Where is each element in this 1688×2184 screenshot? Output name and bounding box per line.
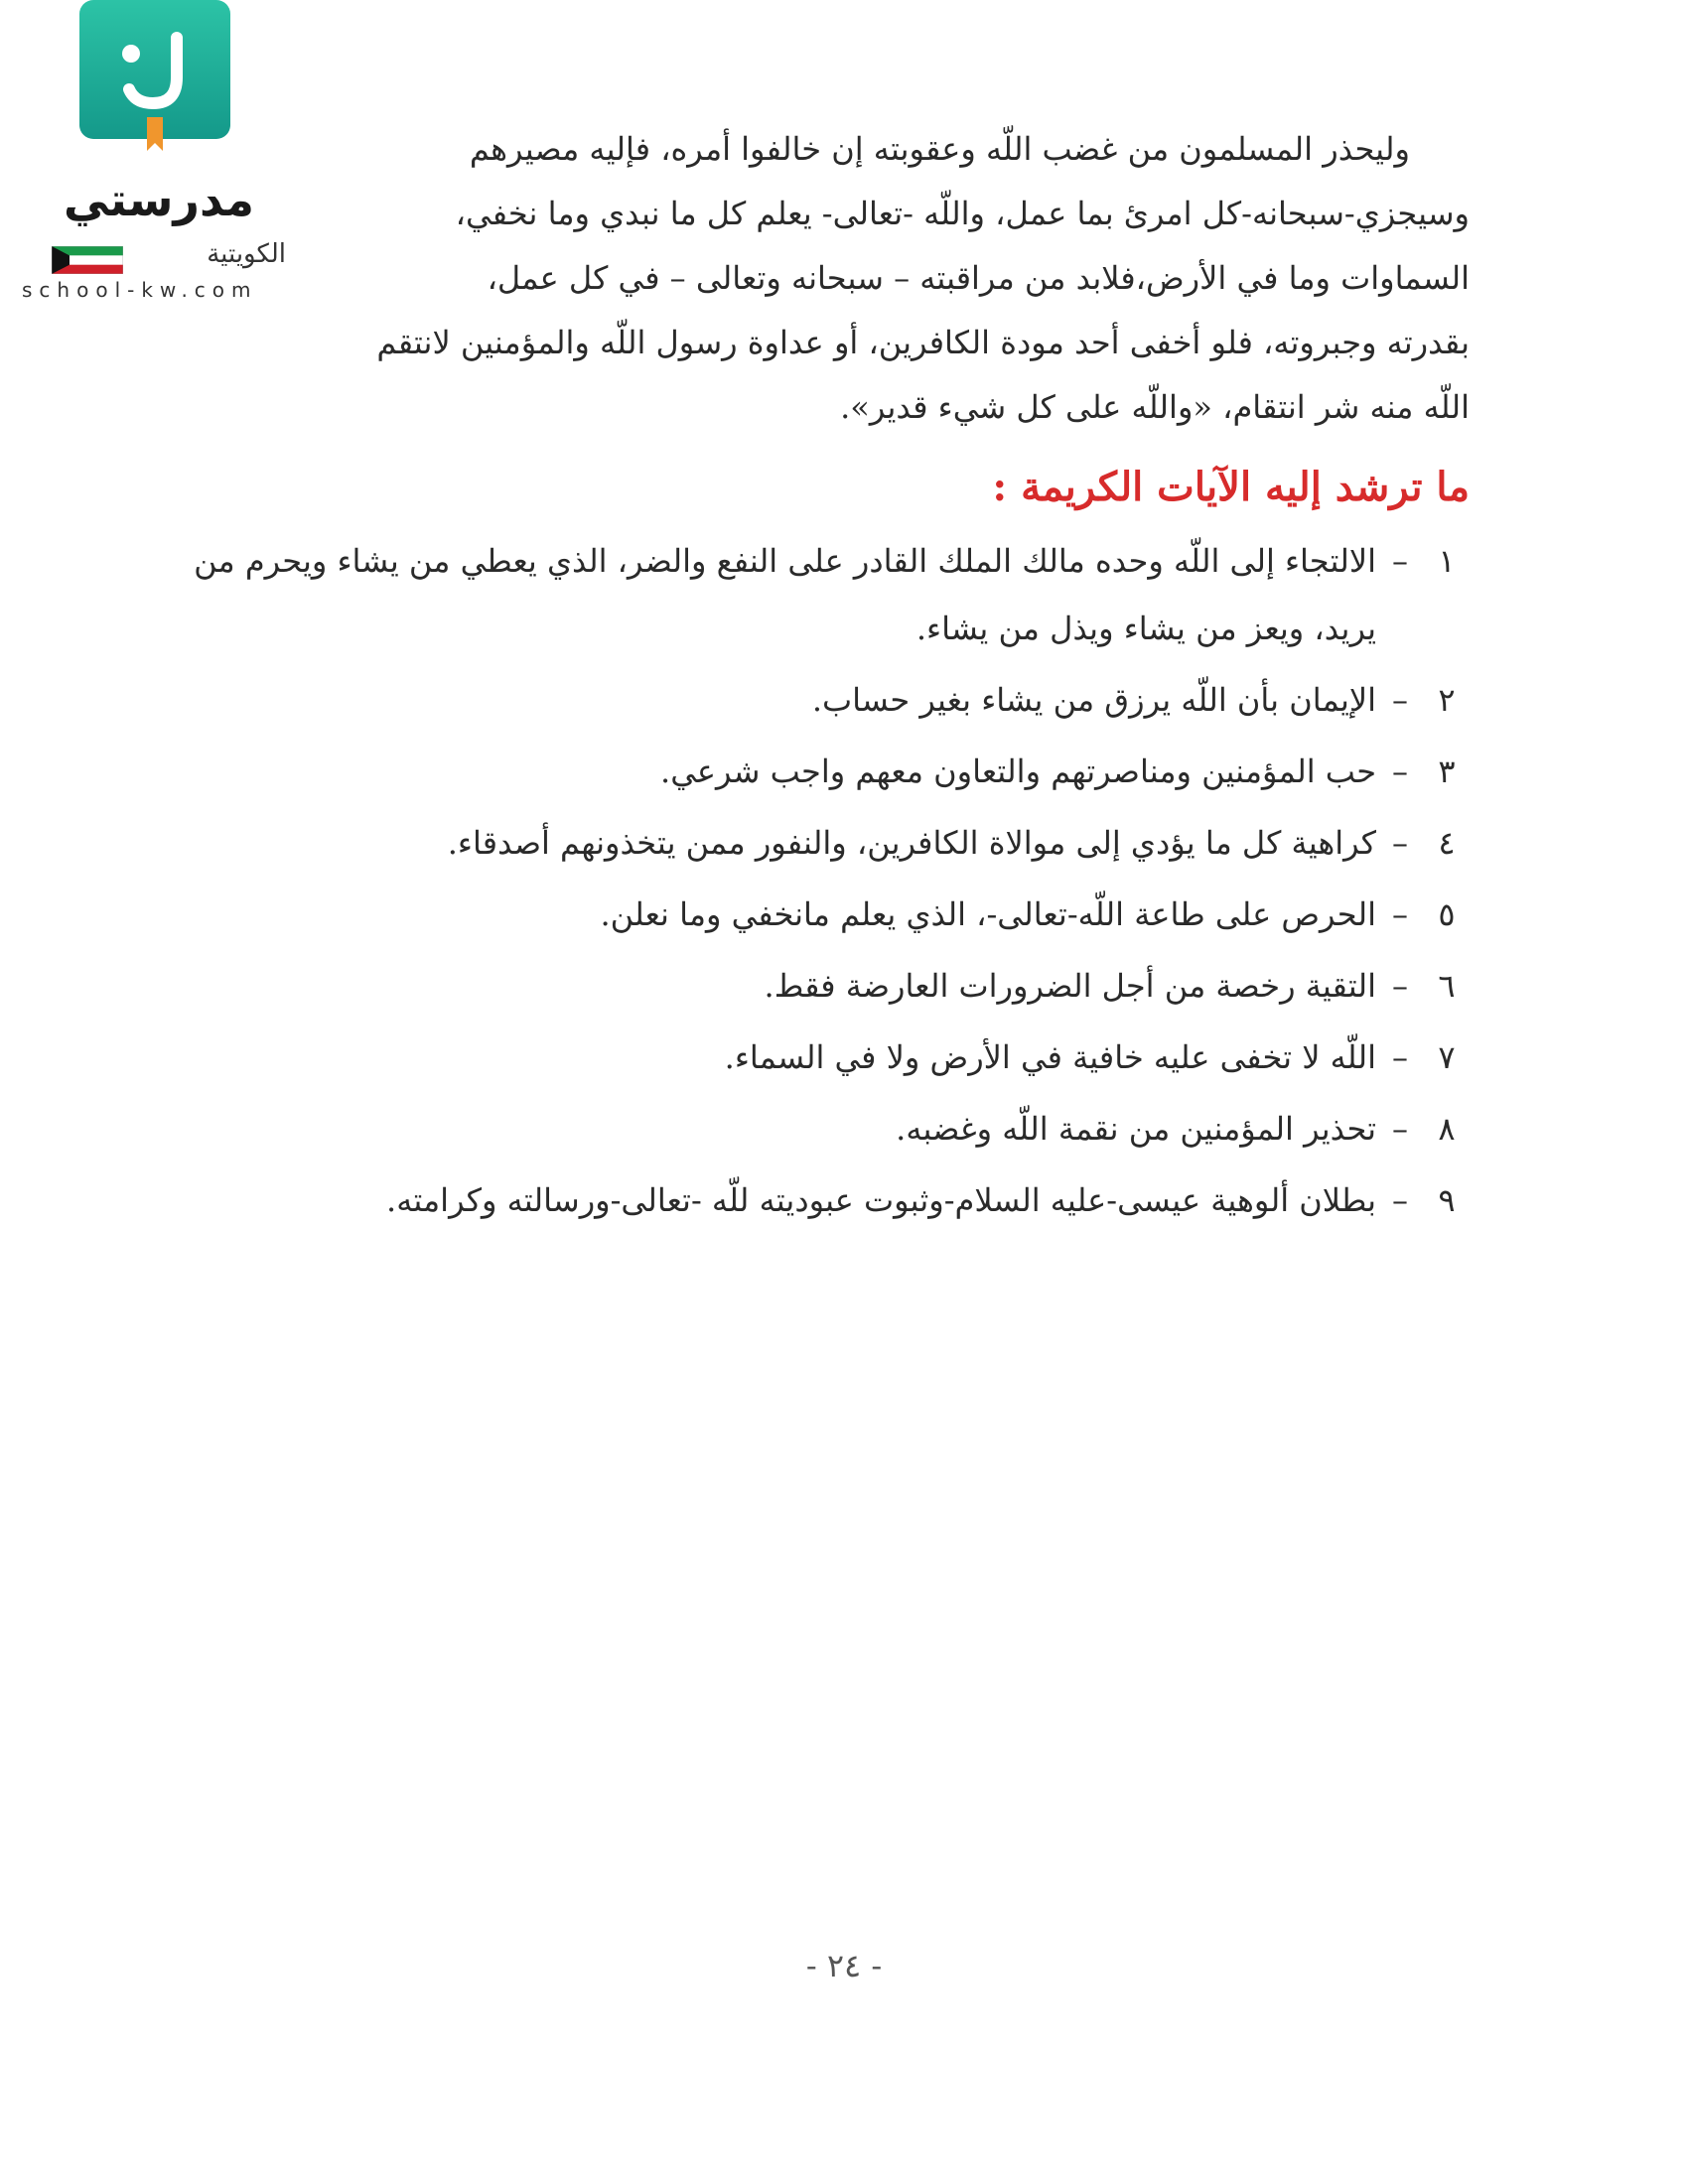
item-number: ٨ [1438,1110,1456,1148]
item-dash: – [1392,824,1408,862]
item-dash: – [1392,1181,1408,1219]
intro-line: وسيجزي-سبحانه-كل امرئ بما عمل، واللّه -تعالى- يعلم كل ما نبدي وما نخفي، [455,195,1470,232]
intro-paragraph [189,117,1470,440]
item-text: الإيمان بأن اللّه يرزق من يشاء بغير حساب. [811,681,1376,719]
item-text: حب المؤمنين ومناصرتهم والتعاون معهم واجب شرعي. [660,752,1376,790]
item-text: بطلان ألوهية عيسى-عليه السلام-وثبوت عبوديته للّه -تعالى-ورسالته وكرامته. [386,1181,1376,1219]
list-item [189,1166,1470,1234]
item-dash: – [1392,967,1408,1005]
list-item [189,1095,1470,1162]
item-number: ٥ [1438,895,1456,933]
intro-line: بقدرته وجبروته، فلو أخفى أحد مودة الكافرين، أو عداوة رسول اللّه والمؤمنين لانتقم [376,324,1470,361]
list-item [189,809,1470,877]
item-text: كراهية كل ما يؤدي إلى موالاة الكافرين، والنفور ممن يتخذونهم أصدقاء. [447,824,1376,862]
list-item [189,527,1470,662]
item-number: ٧ [1438,1038,1456,1076]
list-item [189,952,1470,1020]
item-text: الحرص على طاعة اللّه-تعالى-، الذي يعلم مانخفي وما نعلن. [600,895,1376,933]
intro-line: اللّه منه شر انتقام، «واللّه على كل شيء قدير». [840,388,1470,426]
item-number: ٣ [1438,752,1456,790]
logo-subtitle: الكويتية [207,239,286,269]
item-text: التقية رخصة من أجل الضرورات العارضة فقط. [764,967,1376,1005]
item-dash: – [1392,1038,1408,1076]
item-text: الالتجاء إلى اللّه وحده مالك الملك القادر على النفع والضر، الذي يعطي من يشاء ويحرم من يريد، ويعز من يشاء ويذل من يشاء. [194,542,1376,647]
item-number: ٢ [1438,681,1456,719]
logo-url: school-kw.com [22,278,258,302]
item-number: ٦ [1438,967,1456,1005]
page-number: - ٢٤ - [805,1947,883,1984]
section-title: ما ترشد إليه الآيات الكريمة : [992,464,1470,510]
intro-line: وليحذر المسلمون من غضب اللّه وعقوبته إن خالفوا أمره، فإليه مصيرهم [469,130,1410,168]
item-number: ١ [1438,542,1456,580]
item-dash: – [1392,752,1408,790]
kuwait-flag-icon [52,246,123,274]
item-number: ٤ [1438,824,1456,862]
intro-line: السماوات وما في الأرض،فلابد من مراقبته – سبحانه وتعالى – في كل عمل، [487,259,1470,297]
item-dash: – [1392,542,1408,580]
item-number: ٩ [1438,1181,1456,1219]
list-item [189,1024,1470,1091]
item-dash: – [1392,681,1408,719]
list-item [189,666,1470,734]
logo-name: مدرستي [63,173,255,226]
item-dash: – [1392,1110,1408,1148]
page-content [189,117,1470,1238]
item-dash: – [1392,895,1408,933]
guidance-list [189,527,1470,1234]
list-item [189,738,1470,805]
list-item [189,881,1470,948]
item-text: اللّه لا تخفى عليه خافية في الأرض ولا في السماء. [724,1038,1376,1076]
item-text: تحذير المؤمنين من نقمة اللّه وغضبه. [896,1110,1376,1148]
